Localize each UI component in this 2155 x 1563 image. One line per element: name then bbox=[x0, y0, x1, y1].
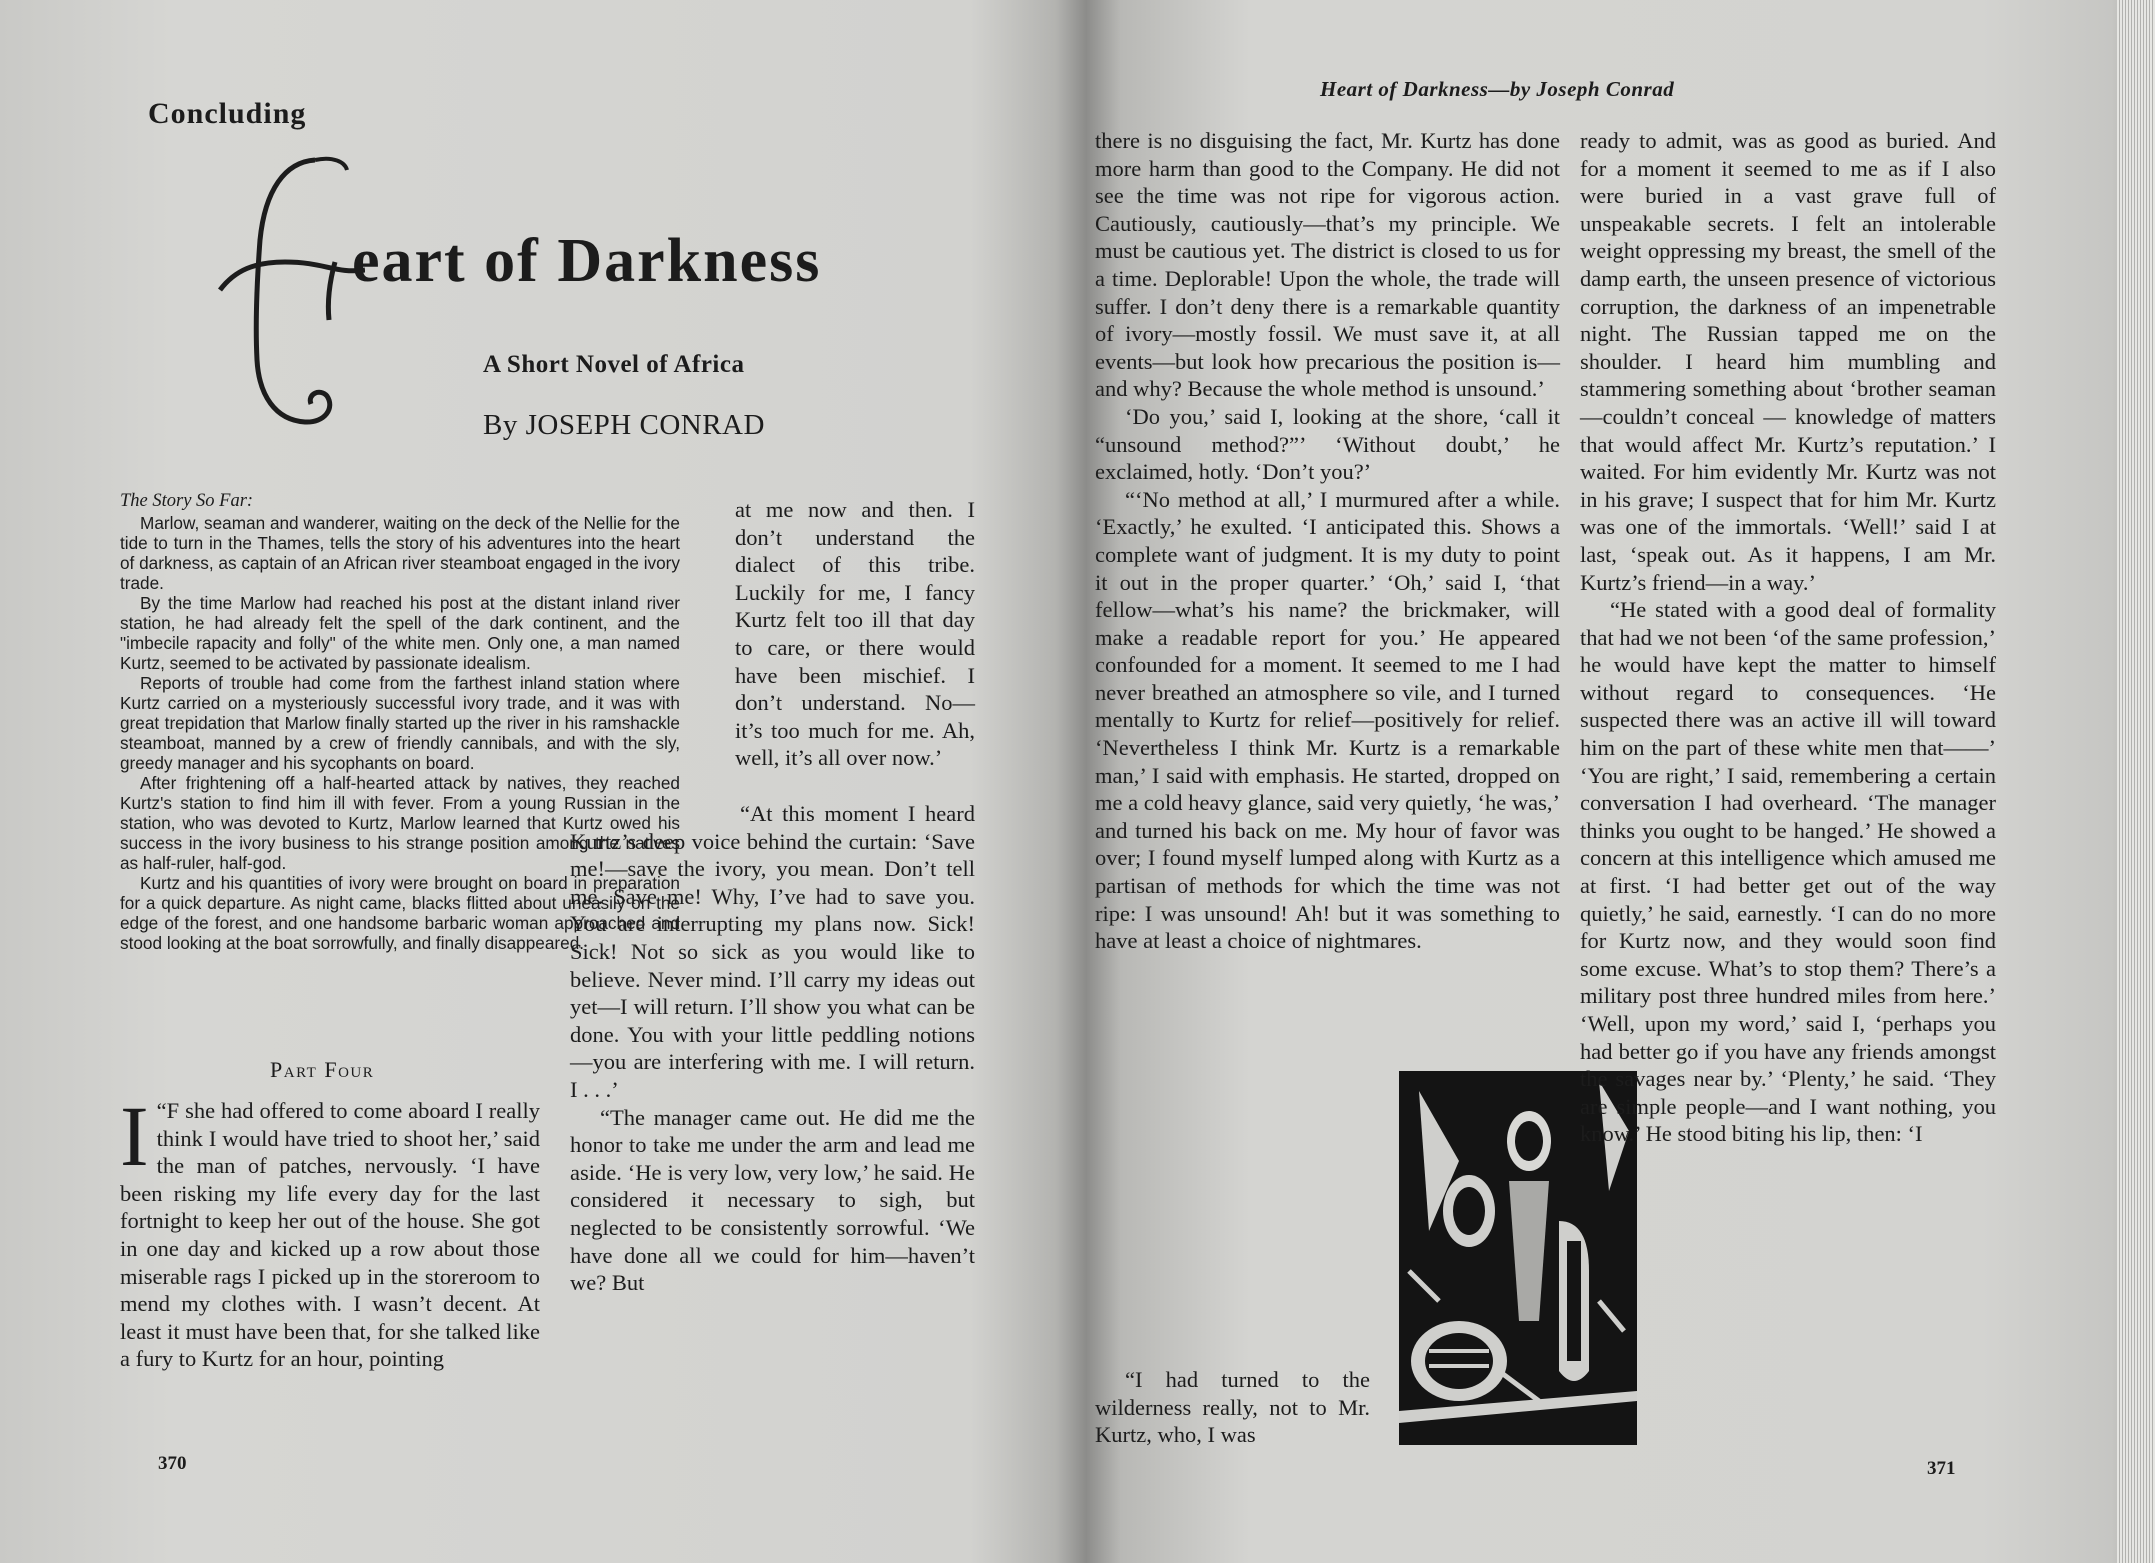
left-column-1 bbox=[120, 1088, 540, 1373]
left-column-2-bottom bbox=[570, 800, 975, 1297]
synopsis-paragraph: After frightening off a half-hearted attack by natives, they reached Kurtz's station to find him ill with fever. From a young Russian in the station, who was devoted to Kurtz, Marlow learned that Kurtz owed his success in the ivory business to his strange position among the natives as half-ruler, half-god. bbox=[120, 773, 680, 873]
page-edges bbox=[2117, 0, 2155, 1563]
body-text: “F she had offered to come aboard I really think I would have tried to shoot her,’ said the man of patches, nervously. ‘I have been risking my life every day for the last fortnight to keep her out of the house. She got in one day and kicked up a row about those miserable rags I picked up in the storeroom to mend my clothes with. I wasn’t decent. At least it must have been that, for she talked like a fury to Kurtz for an hour, pointing bbox=[120, 1098, 540, 1372]
body-paragraph: ‘Do you,’ said I, looking at the shore, ‘call it “unsound method?”’ ‘Without doubt,’ he exclaimed, hotly. ‘Don’t you?’ bbox=[1095, 403, 1560, 485]
drop-cap: I bbox=[120, 1088, 149, 1184]
body-paragraph bbox=[120, 1088, 540, 1373]
story-so-far-heading: The Story So Far: bbox=[120, 491, 254, 511]
byline: By JOSEPH CONRAD bbox=[483, 409, 765, 441]
body-paragraph: “I had turned to the wilderness really, not to Mr. Kurtz, who, I was bbox=[1095, 1367, 1370, 1448]
ornamental-initial-h bbox=[215, 150, 365, 440]
left-page bbox=[0, 0, 1045, 1563]
body-paragraph: ready to admit, was as good as buried. And for a moment it seemed to me as if I also were buried in a vast grave full of unspeakable secrets. I felt an intolerable weight oppressing my breast, the smell of the damp earth, the unseen presence of victorious corruption, the darkness of an impenetrable night. The Russian tapped me on the shoulder. I heard him mumbling and stammering something about ‘brother seaman—couldn’t conceal — knowledge of matters that would affect Mr. Kurtz’s reputation.’ I waited. For him evidently Mr. Kurtz was not in his grave; I suspect that for him Mr. Kurtz was one of the immortals. ‘Well!’ said I at last, ‘speak out. As it happens, I am Mr. Kurtz’s friend—in a way.’ bbox=[1580, 128, 1996, 595]
right-column-2 bbox=[1580, 127, 1996, 1148]
part-heading: Part Four bbox=[270, 1057, 375, 1082]
synopsis-paragraph: Marlow, seaman and wanderer, waiting on the deck of the Nellie for the tide to turn in the Thames, tells the story of his adventures into the heart of darkness, as captain of an African river steamboat engaged in the ivory trade. bbox=[120, 513, 680, 593]
body-paragraph: “He stated with a good deal of formality that had we not been ‘of the same profession,’ he would have kept the matter to himself without regard to consequences. ‘He suspected there was an active ill will toward him on the part of these white men that——’ ‘You are right,’ I said, remembering a certain conversation I had overheard. ‘The manager thinks you ought to be hanged.’ He showed a concern at this intelligence which amused me at first. ‘I had better get out of the way quietly,’ he said, earnestly. ‘I can do no more for Kurtz now, and they would soon find some excuse. What’s to stop them? There’s a military post three hundred miles from here.’ ‘Well, upon my word,’ said I, ‘perhaps you had better go if you have any friends amongst the savages near by.’ ‘Plenty,’ he said. ‘They are simple people—and I want nothing, you know.’ He stood biting his lip, then: ‘I bbox=[1580, 597, 1996, 1147]
synopsis-paragraph: Reports of trouble had come from the farthest inland station where Kurtz carried on a mysteriously successful ivory trade, and it was with great trepidation that Marlow finally started up the river in his ramshackle steamboat, manned by a crew of friendly cannibals, and with the sly, greedy manager and his sycophants on board. bbox=[120, 673, 680, 773]
body-paragraph: at me now and then. I don’t understand the dialect of this tribe. Luckily for me, I fancy Kurtz felt too ill that day to care, or there would have been mischief. I don’t understand. No—it’s too much for me. Ah, well, it’s all over now.’ bbox=[735, 497, 975, 771]
right-column-1 bbox=[1095, 127, 1560, 955]
subtitle: A Short Novel of Africa bbox=[483, 351, 745, 378]
body-paragraph: there is no disguising the fact, Mr. Kurtz has done more harm than good to the Company. He did not see the time was not ripe for vigorous action. Cautiously, cautiously—that’s my principle. We must be cautious yet. The district is closed to us for a time. Deplorable! Upon the whole, the trade will suffer. I don’t deny there is a remarkable quantity of ivory—mostly fossil. We must save it, at all events—but look how precarious the position is—and why? Because the whole method is unsound.’ bbox=[1095, 128, 1560, 402]
concluding-label: Concluding bbox=[148, 97, 307, 130]
body-paragraph: “‘No method at all,’ I murmured after a while. ‘Exactly,’ he exulted. ‘I anticipated this. Shows a complete want of judgment. It is my duty to point it out in the proper quarter.’ ‘Oh,’ said I, ‘that fellow—what’s his name? the brickmaker, will make a readable report for you.’ He appeared confounded for a moment. It seemed to me I had never breathed an atmosphere so vile, and I turned mentally to Kurtz for relief—positively for relief. ‘Nevertheless I think Mr. Kurtz is a remarkable man,’ I said with emphasis. He started, dropped on me a cold heavy glance, said very quietly, ‘he was,’ and turned his back on me. My hour of favor was over; I found myself lumped along with Kurtz as a partisan of methods for which the time was not ripe: I was unsound! Ah! but it was something to have at least a choice of nightmares. bbox=[1095, 486, 1560, 954]
running-head: Heart of Darkness—by Joseph Conrad bbox=[1320, 77, 1675, 101]
right-page bbox=[1045, 0, 2155, 1563]
right-column-1-end bbox=[1095, 1366, 1370, 1449]
page-number-right: 371 bbox=[1927, 1458, 1956, 1479]
synopsis-paragraph: Kurtz and his quantities of ivory were brought on board in preparation for a quick departure. As night came, blacks flitted about uneasily on the edge of the forest, and one handsome barbaric woman approached and stood looking at the boat sorrowfully, and finally disappeared. bbox=[120, 873, 680, 953]
body-paragraph: “The manager came out. He did me the honor to take me under the arm and lead me aside. ‘He is very low, very low,’ he said. He considered it necessary to sigh, but neglected to be consistently sorrowful. ‘We have done all we could for him—haven’t we? But bbox=[570, 1104, 975, 1296]
story-title: eart of Darkness bbox=[352, 227, 822, 295]
left-column-2-top bbox=[735, 496, 975, 772]
body-paragraph: “At this moment I heard Kurtz’s deep voice behind the curtain: ‘Save me!—save the ivory, you mean. Don’t tell me. Save me! Why, I’ve had to save you. You are interrupting my plans now. Sick! Sick! Not so sick as you would like to believe. Never mind. I’ll carry my ideas out yet—I will return. I’ll show you what can be done. You with your little peddling notions—you are interfering with me. I will return. I . . .’ bbox=[570, 801, 975, 1102]
synopsis-paragraph: By the time Marlow had reached his post at the distant inland river station, he had already felt the spell of the dark continent, and the "imbecile rapacity and folly" of the white men. Only one, a man named Kurtz, seemed to be activated by passionate idealism. bbox=[120, 593, 680, 673]
page-number-left: 370 bbox=[158, 1453, 187, 1474]
